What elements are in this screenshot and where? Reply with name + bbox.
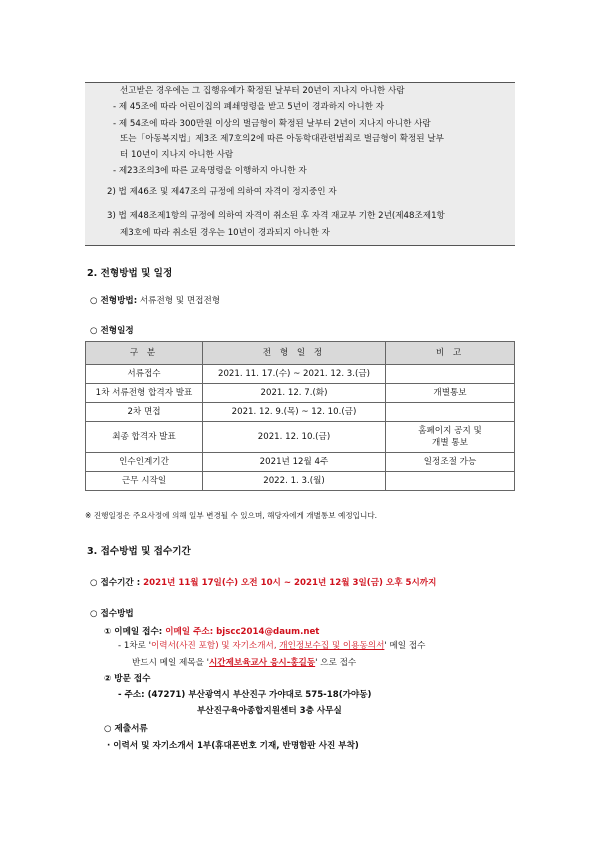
table-cell xyxy=(386,472,515,491)
address-line: 부산진구육아종합지원센터 3층 사무실 xyxy=(197,706,342,716)
table-cell: 2021. 11. 17.(수) ~ 2021. 12. 3.(금) xyxy=(203,365,386,384)
table-row xyxy=(86,384,515,403)
privacy-consent-link: 개인정보수집 및 이용동의서 xyxy=(279,641,385,651)
table-cell: 개별통보 xyxy=(386,384,515,403)
table-cell: 2022. 1. 3.(월) xyxy=(203,472,386,491)
docs-label: ○ 제출서류 xyxy=(104,724,148,734)
table-row xyxy=(86,472,515,491)
table-cell: 인수인계기간 xyxy=(86,453,203,472)
table-cell: 2021. 12. 9.(목) ~ 12. 10.(금) xyxy=(203,403,386,422)
table-row xyxy=(86,453,515,472)
text-run: 반드시 메일 제목을 ' xyxy=(132,658,209,668)
eligibility-line: 3) 법 제48조제1항의 규정에 의하여 자격이 취소된 후 자격 재교부 기한 2년(제48조제1항 xyxy=(107,211,445,221)
table-cell: 1차 서류전형 합격자 발표 xyxy=(86,384,203,403)
table-cell: 2021. 12. 10.(금) xyxy=(203,422,386,453)
table-cell: 2021. 12. 7.(화) xyxy=(203,384,386,403)
table-cell xyxy=(386,422,515,453)
text-run: ' 으로 접수 xyxy=(315,658,357,668)
method-value: 서류전형 및 면접전형 xyxy=(137,296,221,306)
table-cell: 일정조절 가능 xyxy=(386,453,515,472)
email-line xyxy=(104,626,319,638)
eligibility-line: - 제 54조에 따라 300만원 이상의 벌금형이 확정된 날부터 2년이 지나지 아니한 사람 xyxy=(113,119,431,129)
table-row xyxy=(86,403,515,422)
section-title: 2. 전형방법 및 일정 xyxy=(87,268,173,279)
table-cell: 서류접수 xyxy=(86,365,203,384)
text-run: ' 메일 접수 xyxy=(384,641,426,651)
email-instruction-2 xyxy=(132,657,356,669)
table-cell: 2021년 12월 4주 xyxy=(203,453,386,472)
eligibility-line: 터 10년이 지나지 아니한 사람 xyxy=(120,150,234,160)
eligibility-line: 2) 법 제46조 및 제47조의 규정에 의하여 자격이 정지중인 자 xyxy=(107,187,337,197)
table-cell-line: 홈페이지 공지 및 xyxy=(418,426,482,436)
period-label: ○ 접수기간 : xyxy=(90,578,144,588)
table-header: 비 고 xyxy=(386,342,515,365)
email-value: 이메일 주소: bjscc2014@daum.net xyxy=(165,627,320,637)
schedule-footnote: ※ 진행일정은 주요사정에 의해 일부 변경될 수 있으며, 해당자에게 개별통보 예정입니다. xyxy=(85,511,378,520)
eligibility-line: 제3호에 따라 취소된 경우는 10년이 경과되지 아니한 자 xyxy=(120,228,330,238)
schedule-table xyxy=(85,341,515,491)
table-row xyxy=(86,365,515,384)
email-label: ① 이메일 접수: xyxy=(104,627,166,637)
section-title: 3. 접수방법 및 접수기간 xyxy=(87,546,191,557)
period-value: 2021년 11월 17일(수) 오전 10시 ~ 2021년 12월 3일(금) 오후 5시까지 xyxy=(143,578,437,588)
eligibility-line: - 제23조의3에 따른 교육명령을 이행하지 아니한 자 xyxy=(113,166,307,176)
text-run: - 1차로 ' xyxy=(118,641,151,651)
table-header: 전 형 일 정 xyxy=(203,342,386,365)
email-subject-example: 시간제보육교사 응시-홍길동 xyxy=(208,658,316,668)
method-label: ○ 전형방법: xyxy=(90,296,138,306)
schedule-label: ○ 전형일정 xyxy=(90,326,134,336)
table-cell xyxy=(386,365,515,384)
text-run: 이력서(사진 포함) 및 자기소개서, xyxy=(151,641,280,651)
table-cell: 최종 합격자 발표 xyxy=(86,422,203,453)
table-cell-line: 개별 통보 xyxy=(432,438,468,448)
email-instruction-1 xyxy=(118,640,425,652)
table-cell xyxy=(386,403,515,422)
table-header-row xyxy=(86,342,515,365)
table-row xyxy=(86,422,515,453)
period-line xyxy=(90,577,436,589)
table-header: 구 분 xyxy=(86,342,203,365)
visit-label: ② 방문 접수 xyxy=(104,674,151,684)
table-cell: 2차 면접 xyxy=(86,403,203,422)
eligibility-line: 선고받은 경우에는 그 집행유예가 확정된 날부터 20년이 지나지 아니한 사람 xyxy=(120,86,405,96)
method-heading: ○ 접수방법 xyxy=(90,609,134,619)
address-line: - 주소: (47271) 부산광역시 부산진구 가야대로 575-18(가야동) xyxy=(118,690,372,700)
method-line xyxy=(90,295,220,307)
eligibility-line: - 제 45조에 따라 어린이집의 폐쇄명령을 받고 5년이 경과하지 아니한 자 xyxy=(113,102,384,112)
docs-item: · 이력서 및 자기소개서 1부(휴대폰번호 기재, 반명함판 사진 부착) xyxy=(107,741,359,751)
eligibility-line: 또는「아동복지법」제3조 제7호의2에 따른 아동학대관련범죄로 벌금형이 확정된 날부 xyxy=(120,134,444,144)
table-cell: 근무 시작일 xyxy=(86,472,203,491)
